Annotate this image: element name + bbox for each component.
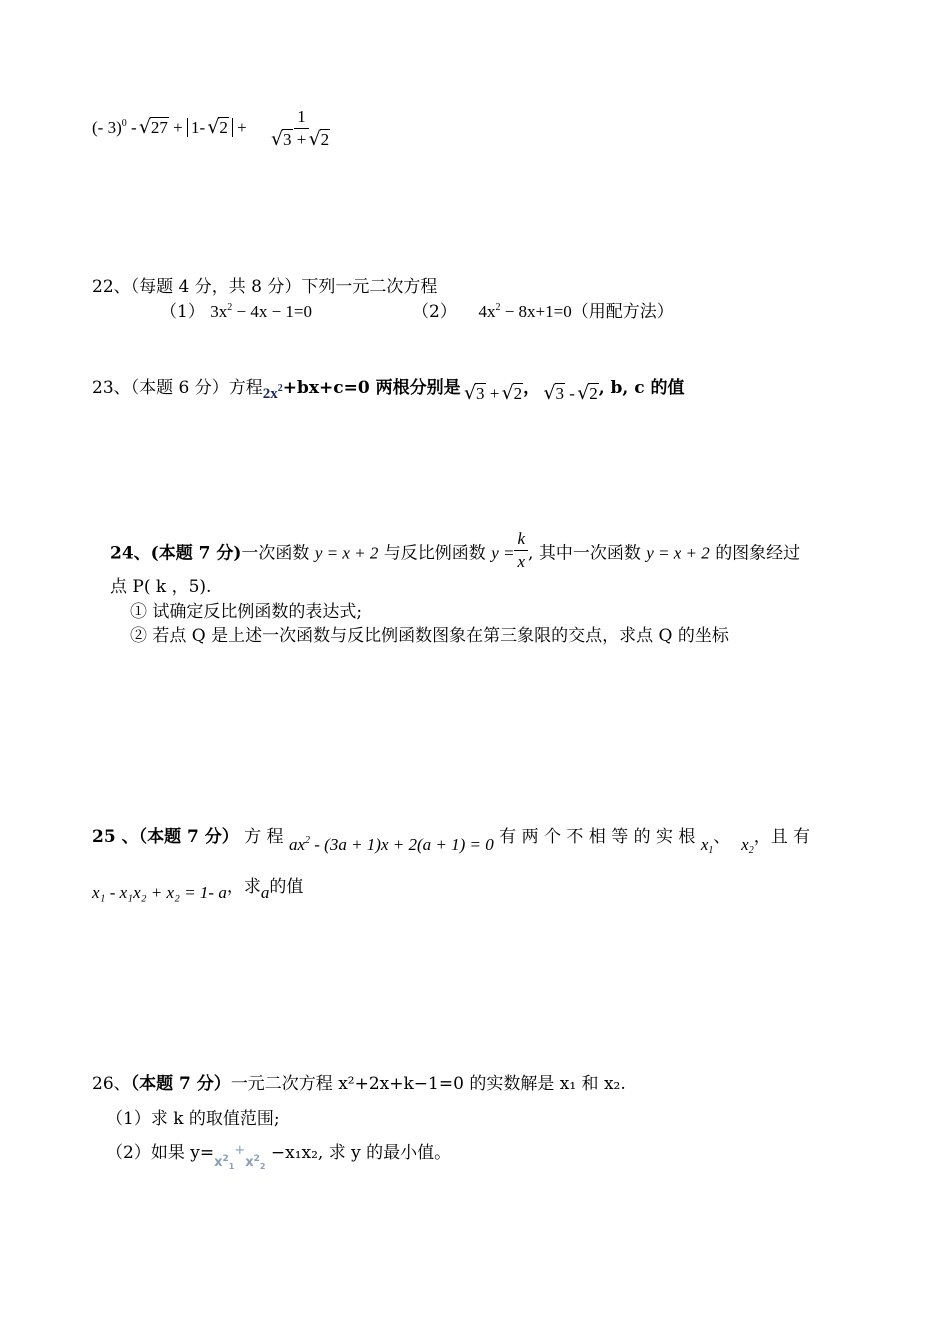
q22-part2: （2） $4x^2 - 8x+1=0$（用配方法） <box>412 302 674 322</box>
q21-expression: (- 3)$^0$ - √ 27 + 1- √ 2 + <box>92 118 247 138</box>
q26-line1: 26、（本题 7 分）一元二次方程 x²+2x+k−1=0 的实数解是 x₁ 和 x₂. <box>92 1074 626 1094</box>
q22-header: 22、（每题 4 分，共 8 分）下列一元二次方程 <box>92 277 438 297</box>
q24-item1: ① 试确定反比例函数的表达式; <box>130 602 363 622</box>
q24-item2: ② 若点 Q 是上述一次函数与反比例函数图象在第三象限的交点，求点 Q 的坐标 <box>130 626 729 646</box>
q25-line1: 25 、（本题 7 分） 方 程 $ax^2 - (3a + 1)x + 2(a + 1) = 0$ 有 两 个 不 相 等 的 实 根 $x_1$、 $x_2$，且 有 <box>92 827 811 856</box>
q21-fraction: 1 √ 3 + √ 2 <box>270 108 333 150</box>
q23-line: 23、（本题 6 分）方程$2x^2+bx+c=0$ 两根分别是 √ 3 + √ 2， √ 3 - √ 2, b, c 的值 <box>92 373 685 398</box>
q26-part1: （1）求 k 的取值范围; <box>106 1109 280 1129</box>
q26-part2: （2）如果 $y=_{x^2_1}^+_{x^2_2} -x_1x_2$, 求 y 的最小值。 <box>106 1143 452 1171</box>
q24-line2: 点 P( k ，5). <box>110 577 212 597</box>
q22-part1: （1） $3x^2 - 4x - 1=0$ <box>160 302 312 322</box>
q25-line2: x₁ - x₁x₂ + x₂ = 1- a，求a的值 <box>92 877 304 902</box>
q24-line1: 24、(本题 7 分)一次函数 y = x + 2 与反比例函数 y = $\frac{k}{x}$ , 其中一次函数 y = x + 2 的图象经过 <box>110 529 801 571</box>
